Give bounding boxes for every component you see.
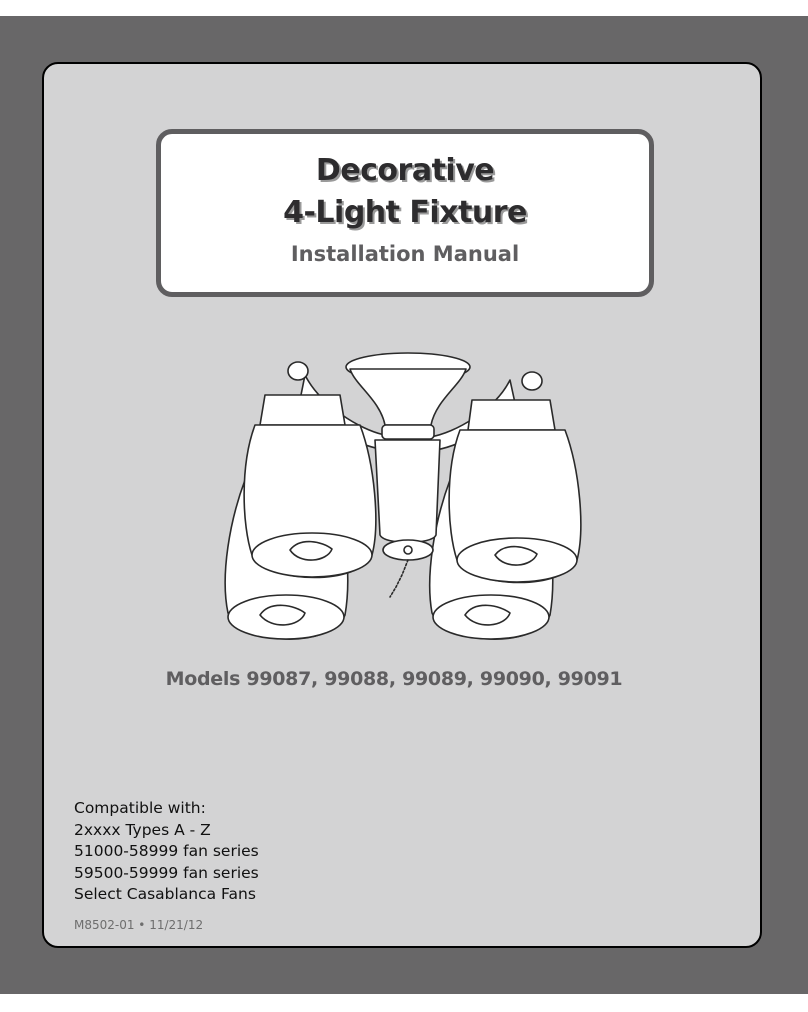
compatibility-item: 2xxxx Types A - Z bbox=[74, 820, 211, 839]
light-fixture-illustration bbox=[210, 345, 600, 665]
compatibility-item: 59500-59999 fan series bbox=[74, 863, 259, 882]
compatibility-item: 51000-58999 fan series bbox=[74, 842, 259, 860]
title-line-2: 4-Light Fixture bbox=[283, 195, 527, 230]
compatibility-item: Select Casablanca Fans bbox=[74, 885, 256, 903]
subtitle: Installation Manual bbox=[290, 242, 520, 266]
model-numbers: Models 99087, 99088, 99089, 99090, 99091 bbox=[165, 668, 623, 690]
title-box bbox=[156, 129, 654, 297]
compatibility-list bbox=[74, 798, 259, 906]
document-code: M8502-01 • 11/21/12 bbox=[74, 918, 204, 932]
title-line-1: Decorative bbox=[315, 153, 495, 188]
compatibility-heading: Compatible with: bbox=[74, 799, 206, 817]
